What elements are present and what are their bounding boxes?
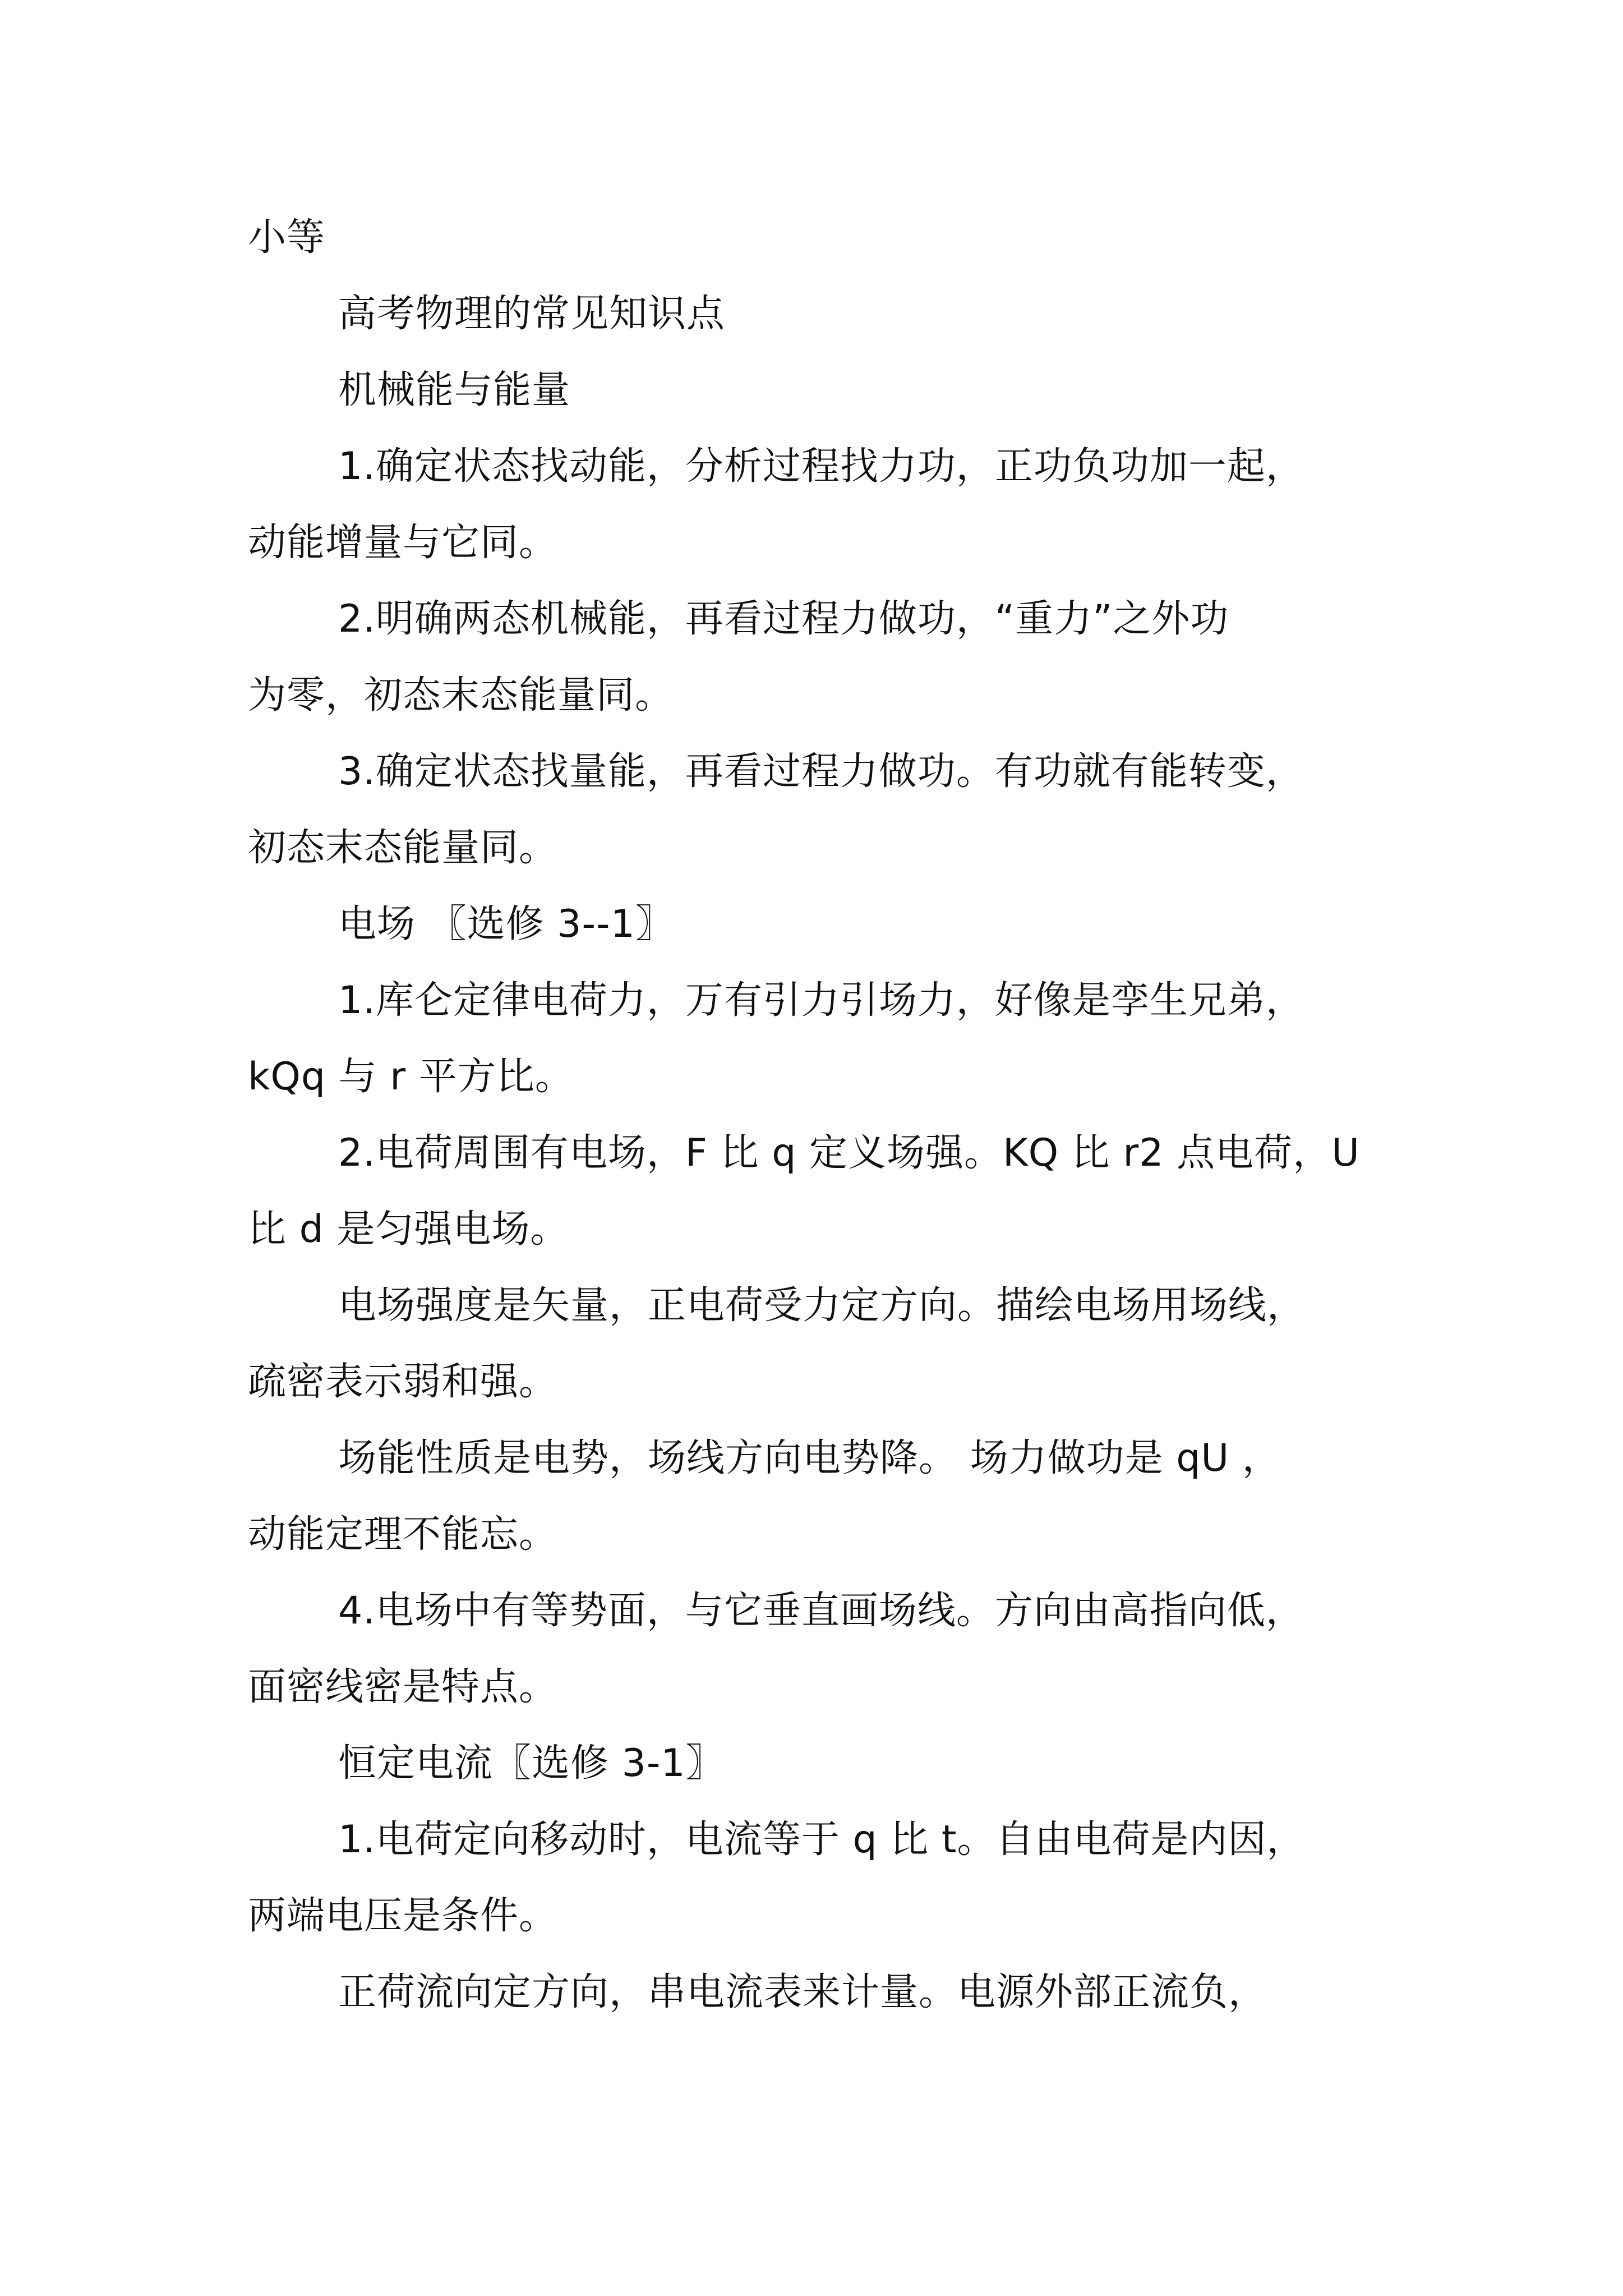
text-line: 1.电荷定向移动时，电流等于 q 比 t。自由电荷是内因， bbox=[338, 1818, 1306, 1862]
text-line: 2.电荷周围有电场，F 比 q 定义场强。KQ 比 r2 点电荷，U bbox=[338, 1131, 1360, 1175]
text-line: 疏密表示弱和强。 bbox=[248, 1360, 558, 1404]
text-line: 两端电压是条件。 bbox=[248, 1894, 558, 1938]
text-line: 初态末态能量同。 bbox=[248, 826, 558, 870]
text-line: 为零，初态末态能量同。 bbox=[248, 673, 674, 717]
text-line: 电场强度是矢量，正电荷受力定方向。描绘电场用场线， bbox=[338, 1283, 1306, 1328]
text-line: 1.确定状态找动能，分析过程找力功，正功负功加一起， bbox=[338, 444, 1304, 489]
text-line: 动能增量与它同。 bbox=[248, 521, 558, 565]
text-line: 3.确定状态找量能，再看过程力做功。有功就有能转变， bbox=[338, 749, 1304, 794]
section-heading: 机械能与能量 bbox=[338, 368, 571, 412]
text-line: 动能定理不能忘。 bbox=[248, 1512, 558, 1557]
section-title: 高考物理的常见知识点 bbox=[338, 292, 726, 336]
section-heading: 恒定电流〖选修 3-1〗 bbox=[338, 1741, 725, 1786]
text-line: 比 d 是匀强电场。 bbox=[248, 1207, 569, 1251]
text-line: 小等 bbox=[248, 215, 326, 260]
text-line: kQq 与 r 平方比。 bbox=[248, 1055, 574, 1099]
text-line: 正荷流向定方向，串电流表来计量。电源外部正流负， bbox=[338, 1970, 1267, 2014]
text-line: 面密线密是特点。 bbox=[248, 1665, 558, 1709]
text-line: 4.电场中有等势面，与它垂直画场线。方向由高指向低， bbox=[338, 1589, 1304, 1633]
section-heading: 电场 〖选修 3--1〗 bbox=[338, 902, 674, 946]
text-line: 1.库仑定律电荷力，万有引力引场力，好像是孪生兄弟， bbox=[338, 978, 1304, 1023]
text-line: 2.明确两态机械能，再看过程力做功，“重力”之外功 bbox=[338, 597, 1229, 641]
text-line: 场能性质是电势，场线方向电势降。 场力做功是 qU ， bbox=[338, 1436, 1281, 1480]
